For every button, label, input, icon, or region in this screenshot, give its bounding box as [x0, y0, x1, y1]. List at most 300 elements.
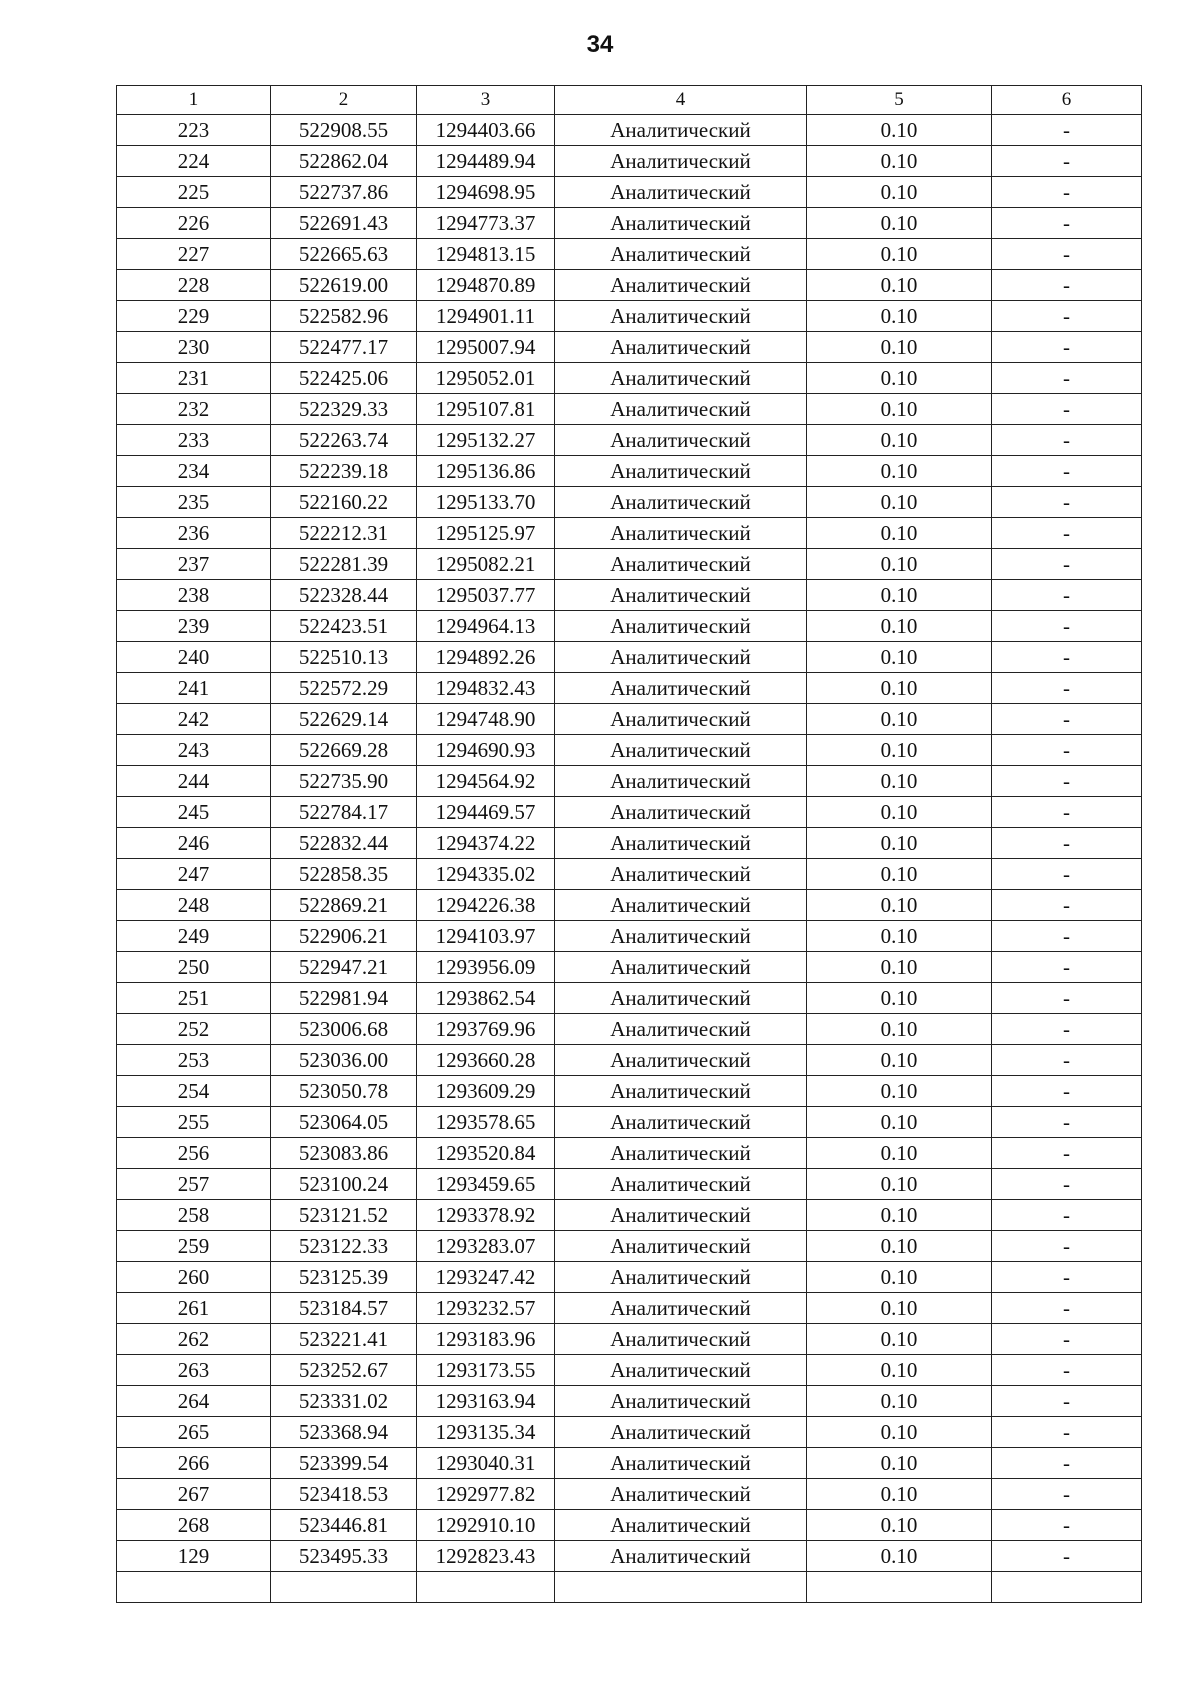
table-cell: - [992, 177, 1142, 208]
table-cell: 523252.67 [271, 1355, 417, 1386]
table-cell: 522477.17 [271, 332, 417, 363]
table-cell: 0.10 [807, 425, 992, 456]
table-cell: - [992, 1541, 1142, 1572]
table-cell: 0.10 [807, 363, 992, 394]
table-cell: 248 [117, 890, 271, 921]
table-row [117, 921, 1142, 952]
table-cell: - [992, 115, 1142, 146]
table-cell: - [992, 456, 1142, 487]
table-cell: 1293183.96 [417, 1324, 555, 1355]
table-cell: 523100.24 [271, 1169, 417, 1200]
table-cell: Аналитический [555, 828, 807, 859]
table-cell: Аналитический [555, 239, 807, 270]
table-cell: 0.10 [807, 301, 992, 332]
table-cell: 256 [117, 1138, 271, 1169]
table-cell: 523083.86 [271, 1138, 417, 1169]
column-header: 2 [271, 86, 417, 115]
table-cell: 224 [117, 146, 271, 177]
table-cell: 252 [117, 1014, 271, 1045]
table-cell: - [992, 549, 1142, 580]
table-cell: Аналитический [555, 797, 807, 828]
table-cell: 522425.06 [271, 363, 417, 394]
table-cell: - [992, 1045, 1142, 1076]
table-cell: 257 [117, 1169, 271, 1200]
table-cell: 0.10 [807, 1107, 992, 1138]
table-cell: - [992, 394, 1142, 425]
table-cell: 0.10 [807, 1510, 992, 1541]
table-cell: - [992, 828, 1142, 859]
table-cell: - [992, 332, 1142, 363]
table-cell: 522784.17 [271, 797, 417, 828]
table-cell: - [992, 1293, 1142, 1324]
table-cell: 0.10 [807, 270, 992, 301]
table-cell: 0.10 [807, 1324, 992, 1355]
table-cell: Аналитический [555, 1014, 807, 1045]
table-cell: 1294773.37 [417, 208, 555, 239]
table-cell: 0.10 [807, 115, 992, 146]
table-cell: 523006.68 [271, 1014, 417, 1045]
table-cell: 243 [117, 735, 271, 766]
table-row [117, 1293, 1142, 1324]
table-cell: - [992, 1355, 1142, 1386]
table-row [117, 952, 1142, 983]
table-cell: - [992, 270, 1142, 301]
table-cell: 1293769.96 [417, 1014, 555, 1045]
table-cell: 522239.18 [271, 456, 417, 487]
table-cell: 522281.39 [271, 549, 417, 580]
table-cell: 0.10 [807, 146, 992, 177]
table-cell: 522619.00 [271, 270, 417, 301]
table-cell: 523121.52 [271, 1200, 417, 1231]
table-cell: 239 [117, 611, 271, 642]
table-row [117, 456, 1142, 487]
table-cell: 0.10 [807, 549, 992, 580]
table-cell: 522665.63 [271, 239, 417, 270]
table-cell: Аналитический [555, 1107, 807, 1138]
table-cell: 1293283.07 [417, 1231, 555, 1262]
table-cell: Аналитический [555, 580, 807, 611]
table-cell: - [992, 704, 1142, 735]
table-cell [417, 1572, 555, 1603]
table-cell: Аналитический [555, 177, 807, 208]
table-cell: 1293520.84 [417, 1138, 555, 1169]
table-cell: Аналитический [555, 1169, 807, 1200]
table-cell: 522212.31 [271, 518, 417, 549]
table-cell: 1294564.92 [417, 766, 555, 797]
table-row [117, 518, 1142, 549]
table-cell: 246 [117, 828, 271, 859]
table-row [117, 1417, 1142, 1448]
table-row [117, 115, 1142, 146]
table-cell: - [992, 239, 1142, 270]
table-row [117, 611, 1142, 642]
table-cell: 1292977.82 [417, 1479, 555, 1510]
table-cell: Аналитический [555, 1355, 807, 1386]
table-cell: 0.10 [807, 1541, 992, 1572]
table-cell: 250 [117, 952, 271, 983]
table-cell: 1295037.77 [417, 580, 555, 611]
table-cell: 522858.35 [271, 859, 417, 890]
table-cell: 235 [117, 487, 271, 518]
table-cell: - [992, 1014, 1142, 1045]
table-cell: 0.10 [807, 859, 992, 890]
table-row [117, 332, 1142, 363]
table-row [117, 1479, 1142, 1510]
table-cell: 1293232.57 [417, 1293, 555, 1324]
table-row [117, 301, 1142, 332]
table-cell: 234 [117, 456, 271, 487]
column-header: 1 [117, 86, 271, 115]
table-cell: 247 [117, 859, 271, 890]
table-cell: Аналитический [555, 208, 807, 239]
table-cell: Аналитический [555, 983, 807, 1014]
table-cell: 0.10 [807, 704, 992, 735]
table-cell: - [992, 611, 1142, 642]
table-cell: - [992, 735, 1142, 766]
table-cell: 1295052.01 [417, 363, 555, 394]
table-cell: 522160.22 [271, 487, 417, 518]
table-cell: 0.10 [807, 828, 992, 859]
table-row [117, 890, 1142, 921]
table-cell: 1293459.65 [417, 1169, 555, 1200]
table-row [117, 1324, 1142, 1355]
table-cell: 0.10 [807, 735, 992, 766]
table-cell: 0.10 [807, 642, 992, 673]
table-cell: - [992, 642, 1142, 673]
table-cell: 0.10 [807, 1386, 992, 1417]
column-header: 5 [807, 86, 992, 115]
table-cell: 1294964.13 [417, 611, 555, 642]
table-cell: Аналитический [555, 456, 807, 487]
table-cell: - [992, 859, 1142, 890]
table-cell: - [992, 518, 1142, 549]
table-row [117, 766, 1142, 797]
table-cell: - [992, 1479, 1142, 1510]
table-cell: 523368.94 [271, 1417, 417, 1448]
table-cell: 1293660.28 [417, 1045, 555, 1076]
table-cell: Аналитический [555, 332, 807, 363]
table-cell: 261 [117, 1293, 271, 1324]
table-cell: 1295007.94 [417, 332, 555, 363]
table-cell: 1293247.42 [417, 1262, 555, 1293]
table-row [117, 549, 1142, 580]
table-cell: - [992, 1231, 1142, 1262]
table-cell: 1294690.93 [417, 735, 555, 766]
table-cell: 229 [117, 301, 271, 332]
table-cell: 522629.14 [271, 704, 417, 735]
table-cell: 264 [117, 1386, 271, 1417]
table-row [117, 487, 1142, 518]
table-cell: 522832.44 [271, 828, 417, 859]
table-cell: 522328.44 [271, 580, 417, 611]
table-cell: 0.10 [807, 518, 992, 549]
table-cell: 1292910.10 [417, 1510, 555, 1541]
table-cell: 1295082.21 [417, 549, 555, 580]
table-cell: - [992, 1107, 1142, 1138]
table-cell: 522906.21 [271, 921, 417, 952]
table-cell: - [992, 1138, 1142, 1169]
table-cell [555, 1572, 807, 1603]
table-cell: Аналитический [555, 363, 807, 394]
table-cell: 523418.53 [271, 1479, 417, 1510]
table-cell: 1293163.94 [417, 1386, 555, 1417]
table-cell: Аналитический [555, 921, 807, 952]
table-cell: 237 [117, 549, 271, 580]
table-row [117, 1169, 1142, 1200]
table-cell: 1294901.11 [417, 301, 555, 332]
table-cell: 0.10 [807, 580, 992, 611]
table-cell: Аналитический [555, 1293, 807, 1324]
table-row [117, 1510, 1142, 1541]
table-cell: 233 [117, 425, 271, 456]
table-cell: 0.10 [807, 983, 992, 1014]
table-cell: 523184.57 [271, 1293, 417, 1324]
table-cell: - [992, 921, 1142, 952]
table-cell: 254 [117, 1076, 271, 1107]
table-row [117, 1262, 1142, 1293]
table-cell: - [992, 1076, 1142, 1107]
table-cell: Аналитический [555, 704, 807, 735]
table-cell: Аналитический [555, 890, 807, 921]
table-row [117, 270, 1142, 301]
table-row [117, 363, 1142, 394]
table-cell: 240 [117, 642, 271, 673]
table-cell: Аналитический [555, 952, 807, 983]
table-cell: Аналитический [555, 611, 807, 642]
table-cell: 523446.81 [271, 1510, 417, 1541]
table-row [117, 983, 1142, 1014]
table-cell: Аналитический [555, 1479, 807, 1510]
table-cell: 522908.55 [271, 115, 417, 146]
table-cell: 251 [117, 983, 271, 1014]
table-cell: 226 [117, 208, 271, 239]
table-cell: 236 [117, 518, 271, 549]
table-cell: 523050.78 [271, 1076, 417, 1107]
table-cell: 522669.28 [271, 735, 417, 766]
table-cell: 1294226.38 [417, 890, 555, 921]
table-cell: - [992, 363, 1142, 394]
table-cell: Аналитический [555, 1200, 807, 1231]
table-cell: 232 [117, 394, 271, 425]
table-cell: 0.10 [807, 332, 992, 363]
table-cell: - [992, 1169, 1142, 1200]
table-cell: Аналитический [555, 425, 807, 456]
table-row [117, 828, 1142, 859]
table-cell: 0.10 [807, 1231, 992, 1262]
table-cell: 1294748.90 [417, 704, 555, 735]
table-cell [271, 1572, 417, 1603]
table-cell: 0.10 [807, 1138, 992, 1169]
table-cell: 1294870.89 [417, 270, 555, 301]
table-cell: 0.10 [807, 177, 992, 208]
table-cell: 242 [117, 704, 271, 735]
table-cell: 0.10 [807, 1355, 992, 1386]
column-header: 4 [555, 86, 807, 115]
table-cell: 266 [117, 1448, 271, 1479]
table-cell: 523036.00 [271, 1045, 417, 1076]
table-cell: Аналитический [555, 270, 807, 301]
table-cell: 1295125.97 [417, 518, 555, 549]
table-cell: 1294403.66 [417, 115, 555, 146]
table-cell: 227 [117, 239, 271, 270]
table-cell: 1295136.86 [417, 456, 555, 487]
table-cell: Аналитический [555, 1386, 807, 1417]
table-cell: 245 [117, 797, 271, 828]
page-number: 34 [586, 31, 614, 58]
table-cell: - [992, 1417, 1142, 1448]
table-row [117, 146, 1142, 177]
table-cell: 1294103.97 [417, 921, 555, 952]
table-row [117, 425, 1142, 456]
table-cell: 522263.74 [271, 425, 417, 456]
table-cell: - [992, 1510, 1142, 1541]
table-cell: 1294374.22 [417, 828, 555, 859]
table-cell: 265 [117, 1417, 271, 1448]
table-cell: 267 [117, 1479, 271, 1510]
table-cell: 244 [117, 766, 271, 797]
table-cell [992, 1572, 1142, 1603]
table-cell: 1294469.57 [417, 797, 555, 828]
table-cell: 1293173.55 [417, 1355, 555, 1386]
table-row [117, 1076, 1142, 1107]
table-cell: 1295132.27 [417, 425, 555, 456]
table-cell: 523399.54 [271, 1448, 417, 1479]
table-cell: Аналитический [555, 1510, 807, 1541]
table-cell: 522735.90 [271, 766, 417, 797]
table-cell: Аналитический [555, 394, 807, 425]
table-cell: - [992, 425, 1142, 456]
column-header: 6 [992, 86, 1142, 115]
table-cell: Аналитический [555, 859, 807, 890]
table-cell: 228 [117, 270, 271, 301]
table-cell [807, 1572, 992, 1603]
table-cell: - [992, 1386, 1142, 1417]
table-row [117, 1200, 1142, 1231]
table-cell: - [992, 1200, 1142, 1231]
table-cell: Аналитический [555, 1448, 807, 1479]
table-row [117, 1107, 1142, 1138]
table-cell: 263 [117, 1355, 271, 1386]
table-cell: - [992, 1324, 1142, 1355]
table-row [117, 1541, 1142, 1572]
table-cell: Аналитический [555, 1417, 807, 1448]
table-row [117, 580, 1142, 611]
table-cell: Аналитический [555, 1541, 807, 1572]
table-cell: Аналитический [555, 518, 807, 549]
table-cell: - [992, 890, 1142, 921]
table-cell: - [992, 1262, 1142, 1293]
table-cell: 0.10 [807, 1293, 992, 1324]
table-cell: 223 [117, 115, 271, 146]
table-cell: Аналитический [555, 1324, 807, 1355]
table-cell: 1294813.15 [417, 239, 555, 270]
table-cell: Аналитический [555, 673, 807, 704]
table-cell: 522423.51 [271, 611, 417, 642]
table-cell: 241 [117, 673, 271, 704]
table-cell: 522869.21 [271, 890, 417, 921]
table-cell: 1295107.81 [417, 394, 555, 425]
table-cell: 522981.94 [271, 983, 417, 1014]
table-row [117, 394, 1142, 425]
table-cell: - [992, 1448, 1142, 1479]
table-cell: 268 [117, 1510, 271, 1541]
table-cell: 0.10 [807, 921, 992, 952]
table-cell: Аналитический [555, 1138, 807, 1169]
table-cell: 522510.13 [271, 642, 417, 673]
table-cell: Аналитический [555, 115, 807, 146]
column-header: 3 [417, 86, 555, 115]
table-cell: - [992, 487, 1142, 518]
table-cell: 1294489.94 [417, 146, 555, 177]
table-cell: 1294832.43 [417, 673, 555, 704]
table-row [117, 797, 1142, 828]
table-cell: 255 [117, 1107, 271, 1138]
table-row [117, 1138, 1142, 1169]
table-cell: 523495.33 [271, 1541, 417, 1572]
table-cell: 238 [117, 580, 271, 611]
table-cell: 0.10 [807, 1076, 992, 1107]
table-cell: - [992, 673, 1142, 704]
table-cell: 0.10 [807, 1200, 992, 1231]
table-cell: 262 [117, 1324, 271, 1355]
table-cell: 522572.29 [271, 673, 417, 704]
table-cell: 522862.04 [271, 146, 417, 177]
table-cell: Аналитический [555, 1231, 807, 1262]
table-cell: 225 [117, 177, 271, 208]
table-row [117, 1014, 1142, 1045]
table-cell: 0.10 [807, 1417, 992, 1448]
table-cell: Аналитический [555, 1045, 807, 1076]
table-cell: 523122.33 [271, 1231, 417, 1262]
table-cell: Аналитический [555, 766, 807, 797]
table-cell: 1293862.54 [417, 983, 555, 1014]
table-cell: 259 [117, 1231, 271, 1262]
table-cell: 0.10 [807, 1014, 992, 1045]
table-cell: 0.10 [807, 239, 992, 270]
table-cell: 1293135.34 [417, 1417, 555, 1448]
table-cell: 1293578.65 [417, 1107, 555, 1138]
table-cell: 0.10 [807, 208, 992, 239]
table-cell: 523221.41 [271, 1324, 417, 1355]
table-cell: 522691.43 [271, 208, 417, 239]
table-row [117, 735, 1142, 766]
table-row [117, 704, 1142, 735]
table-row [117, 1231, 1142, 1262]
table-cell: Аналитический [555, 735, 807, 766]
table-row [117, 177, 1142, 208]
table-cell [117, 1572, 271, 1603]
table-cell: - [992, 983, 1142, 1014]
table-cell: 522737.86 [271, 177, 417, 208]
table-row [117, 208, 1142, 239]
table-cell: 0.10 [807, 1479, 992, 1510]
table-cell: 1295133.70 [417, 487, 555, 518]
table-cell: - [992, 952, 1142, 983]
table-cell: - [992, 580, 1142, 611]
table-cell: 1292823.43 [417, 1541, 555, 1572]
table-cell: Аналитический [555, 549, 807, 580]
table-cell: 0.10 [807, 952, 992, 983]
table-cell: 231 [117, 363, 271, 394]
table-row [117, 673, 1142, 704]
table-cell: 230 [117, 332, 271, 363]
table-cell: 0.10 [807, 1448, 992, 1479]
table-cell: 1293956.09 [417, 952, 555, 983]
table-cell: 129 [117, 1541, 271, 1572]
table-cell: 0.10 [807, 1169, 992, 1200]
coordinates-table [116, 85, 1142, 1603]
table-cell: 249 [117, 921, 271, 952]
